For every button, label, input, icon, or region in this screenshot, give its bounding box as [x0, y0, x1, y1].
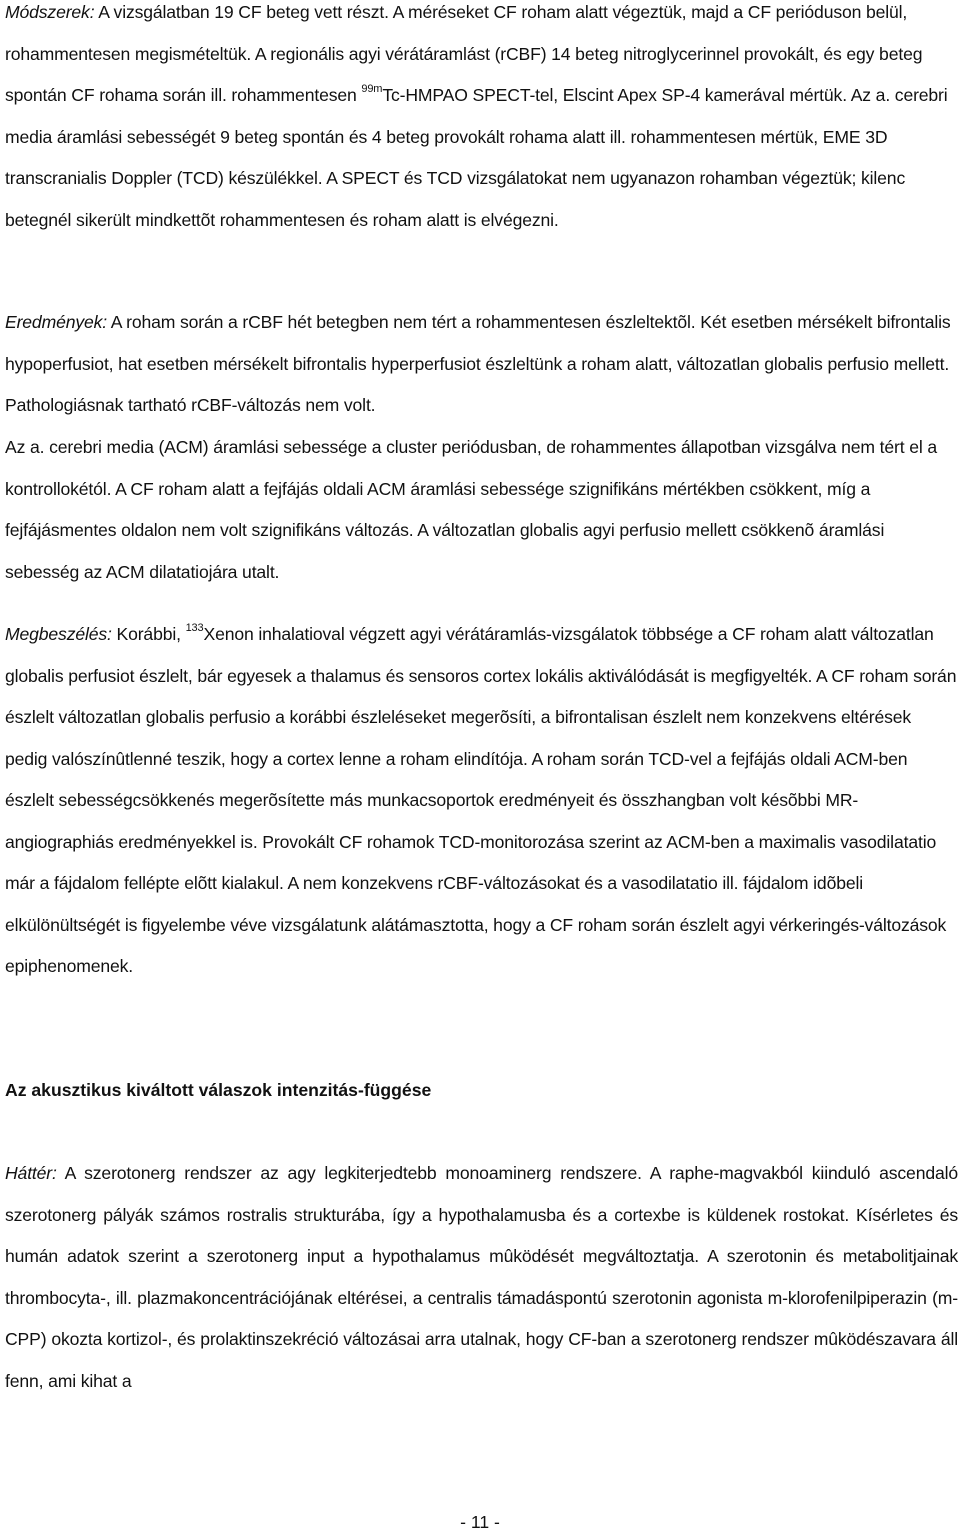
results-paragraph: [5, 302, 958, 427]
discussion-label: Megbeszélés:: [5, 624, 112, 644]
results-text-1: A roham során a rCBF hét betegben nem tért a rohammentesen észleltektõl. Két esetben mérsékelt bifrontalis hypoperfusiot, hat esetben mérsékelt bifrontalis hyperperfusiot észleltünk a roham alatt, változatlan globalis perfusio mellett. Pathologiásnak tartható rCBF-változás nem volt.: [5, 312, 951, 415]
background-label: Háttér:: [5, 1163, 57, 1183]
section-title: Az akusztikus kiváltott válaszok intenzitás-függése: [5, 1080, 432, 1100]
background-paragraph: [5, 1153, 958, 1402]
discussion-text-2: Xenon inhalatioval végzett agyi vérátáramlás-vizsgálatok többsége a CF roham alatt változatlan globalis perfusiot észlelt, bár egyesek a thalamus és sensoros cortex lokális aktiválódását is megfigyelték. A CF roham során észlelt változatlan globalis perfusio a korábbi észleléseket megerõsíti, a bifrontalisan észlelt nem konzekvens eltérések pedig valószínûtlenné teszik, hogy a cortex lenne a roham elindítója. A roham során TCD-vel a fejfájás oldali ACM-ben észlelt sebességcsökkenés megerõsítette más munkacsoportok eredményeit és összhangban volt késõbbi MR-angiographiás eredményekkel is. Provokált CF rohamok TCD-monitorozása szerint az ACM-ben a maximalis vasodilatatio már a fájdalom fellépte elõtt kialakul. A nem konzekvens rCBF-változásokat és a vasodilatatio ill. fájdalom idõbeli elkülönültségét is figyelembe véve vizsgálatunk alátámasztotta, hogy a CF roham során észlelt agyi vérkeringés-változások epiphenomenek.: [5, 624, 957, 976]
methods-label: Módszerek:: [5, 2, 95, 22]
methods-text-2: Tc-HMPAO SPECT-tel, Elscint Apex SP-4 kamerával mértük. Az a. cerebri media áramlási sebességét 9 beteg spontán és 4 beteg provokált rohama alatt ill. rohammentesen mértük, EME 3D transcranialis Doppler (TCD) készülékkel. A SPECT és TCD vizsgálatokat nem ugyanazon rohamban végeztük; kilenc betegnél sikerült mindkettõt rohammentesen és roham alatt is elvégezni.: [5, 85, 948, 230]
methods-paragraph: [5, 0, 958, 241]
isotope-99m: 99m: [361, 83, 383, 96]
isotope-133: 133: [185, 622, 204, 635]
methods-text-1: A vizsgálatban 19 CF beteg vett részt. A méréseket CF roham alatt végeztük, majd a CF perióduson belül, rohammentesen megismételtük. A regionális agyi vérátáramlást (rCBF) 14 beteg nitroglycerinnel provokált, és egy beteg spontán CF rohama során ill. rohammentesen: [5, 2, 923, 105]
results-paragraph-2: [5, 427, 958, 593]
discussion-paragraph: [5, 614, 958, 988]
discussion-text-1: Korábbi,: [111, 624, 186, 644]
results-label: Eredmények:: [5, 312, 108, 332]
results-text-2: Az a. cerebri media (ACM) áramlási sebessége a cluster periódusban, de rohammentes állapotban vizsgálva nem tért el a kontrollokétól. A CF roham alatt a fejfájás oldali ACM áramlási sebessége szignifikáns mértékben csökkent, míg a fejfájásmentes oldalon nem volt szignifikáns változás. A változatlan globalis agyi perfusio mellett csökkenõ áramlási sebesség az ACM dilatatiojára utalt.: [5, 437, 937, 582]
page-number: - 11 -: [460, 1512, 500, 1532]
background-text: A szerotonerg rendszer az agy legkiterjedtebb monoaminerg rendszere. A raphe-magvakból kiinduló ascendaló szerotonerg pályák számos rostralis strukturába, így a hypothalamusba és a cortexbe is küldenek rostokat. Kísérletes és humán adatok szerint a szerotonerg input a hypothalamus mûködését megváltoztatja. A szerotonin és metabolitjainak thrombocyta-, ill. plazmakoncentrációjának eltérései, a centralis támadáspontú szerotonin agonista m-klorofenilpiperazin (m-CPP) okozta kortizol-, és prolaktinszekréció változásai arra utalnak, hogy CF-ban a szerotonerg rendszer mûködészavara áll fenn, ami kihat a: [5, 1163, 958, 1391]
